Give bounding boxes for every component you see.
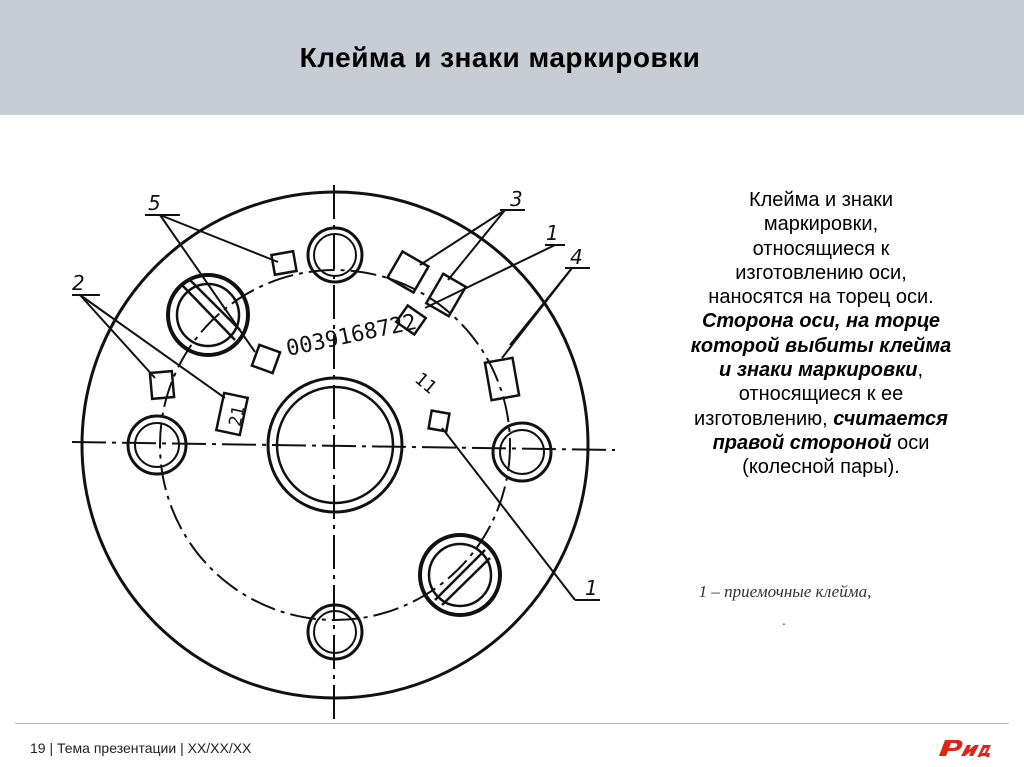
callout-1-top: 1	[546, 221, 559, 245]
figure-caption: 1 – приемочные клейма,	[698, 582, 872, 601]
callout-5: 5	[148, 191, 161, 215]
stamp-box-5b	[252, 345, 280, 373]
hole-left	[128, 416, 186, 474]
callout-2: 2	[72, 271, 85, 295]
serial-stamp: 0039168722	[284, 309, 419, 362]
stamp-21-label: 21	[225, 404, 250, 429]
caption-dot: .	[782, 612, 786, 628]
footer-text	[30, 740, 251, 756]
callout-1-bottom: 1	[585, 576, 598, 600]
callout-4: 4	[570, 245, 583, 269]
hole-right	[493, 423, 551, 481]
hole-upper-left-large	[168, 275, 248, 355]
footer-divider	[15, 723, 1009, 724]
horizontal-center-line	[72, 442, 615, 450]
description-text: Клейма и знаки маркировки, относящиеся к изготовлению оси, наносятся на торец оси. Сторона оси, на торце которой выбиты клейма и знаки маркировки, относящиеся к ее изготовлению, считается правой стороной оси (колесной пары).	[690, 189, 952, 479]
presentation-topic: | Тема презентации | XX/XX/XX	[49, 740, 252, 756]
stamp-box-1b	[429, 411, 450, 432]
rzd-logo-icon	[937, 736, 993, 758]
axis-end-drawing	[60, 180, 620, 725]
stamp-box-5a	[271, 251, 296, 275]
slide-title: Клейма и знаки маркировки	[299, 42, 701, 73]
page-number: 19	[30, 740, 46, 756]
stamp-11-label: 11	[410, 368, 441, 399]
callout-3: 3	[510, 187, 523, 211]
